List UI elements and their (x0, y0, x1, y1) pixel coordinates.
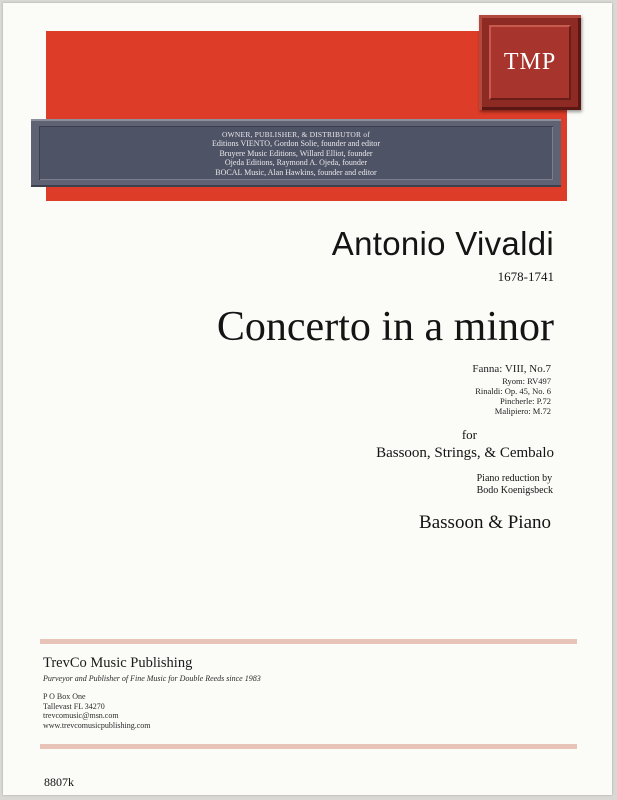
footer-publisher-name: TrevCo Music Publishing (43, 655, 193, 671)
catalog-malipiero: Malipiero: M.72 (494, 406, 551, 416)
arrangement: Bassoon & Piano (419, 512, 551, 533)
catalog-rinaldi: Rinaldi: Op. 45, No. 6 (475, 386, 551, 396)
composer-name: Antonio Vivaldi (331, 225, 554, 262)
catalog-fanna: Fanna: VIII, No.7 (472, 363, 551, 375)
tmp-logo-badge (479, 15, 581, 110)
publisher-band (31, 119, 561, 187)
tmp-logo-text: TMP (489, 25, 571, 100)
catalog-references (472, 363, 551, 416)
footer-tagline: Purveyor and Publisher of Fine Music for Double Reeds since 1983 (43, 674, 261, 683)
catalog-pincherle: Pincherle: P.72 (500, 396, 551, 406)
publisher-line: Ojeda Editions, Raymond A. Ojeda, founder (224, 158, 368, 168)
footer-address (43, 692, 150, 730)
footer-rule-bottom (40, 744, 577, 749)
email-link[interactable]: trevcomusic@msn.com (43, 711, 119, 721)
reduction-label: Piano reduction by (476, 473, 553, 484)
scoring: Bassoon, Strings, & Cembalo (376, 445, 554, 461)
piano-reduction-credit (477, 473, 553, 497)
publisher-line: Editions VIENTO, Gordon Solie, founder and editor (211, 139, 381, 149)
catalog-ryom: Ryom: RV497 (502, 376, 551, 386)
publisher-line: BOCAL Music, Alan Hawkins, founder and editor (215, 167, 377, 177)
catalog-number: 8807k (44, 775, 74, 789)
publisher-line: Bruyere Music Editions, Willard Elliot, founder (219, 148, 373, 158)
footer-rule-top (40, 639, 577, 644)
address-line: Tallevast FL 34270 (43, 701, 105, 711)
composer-dates: 1678-1741 (497, 269, 554, 284)
publisher-heading: OWNER, PUBLISHER, & DISTRIBUTOR of (222, 130, 370, 139)
for-label: for (461, 427, 477, 442)
address-line: P O Box One (43, 692, 86, 701)
publisher-list (39, 126, 553, 180)
work-title: Concerto in a minor (216, 304, 554, 350)
reduction-arranger: Bodo Koenigsbeck (476, 485, 553, 496)
website-link[interactable]: www.trevcomusicpublishing.com (43, 720, 151, 730)
cover-page (3, 3, 612, 795)
